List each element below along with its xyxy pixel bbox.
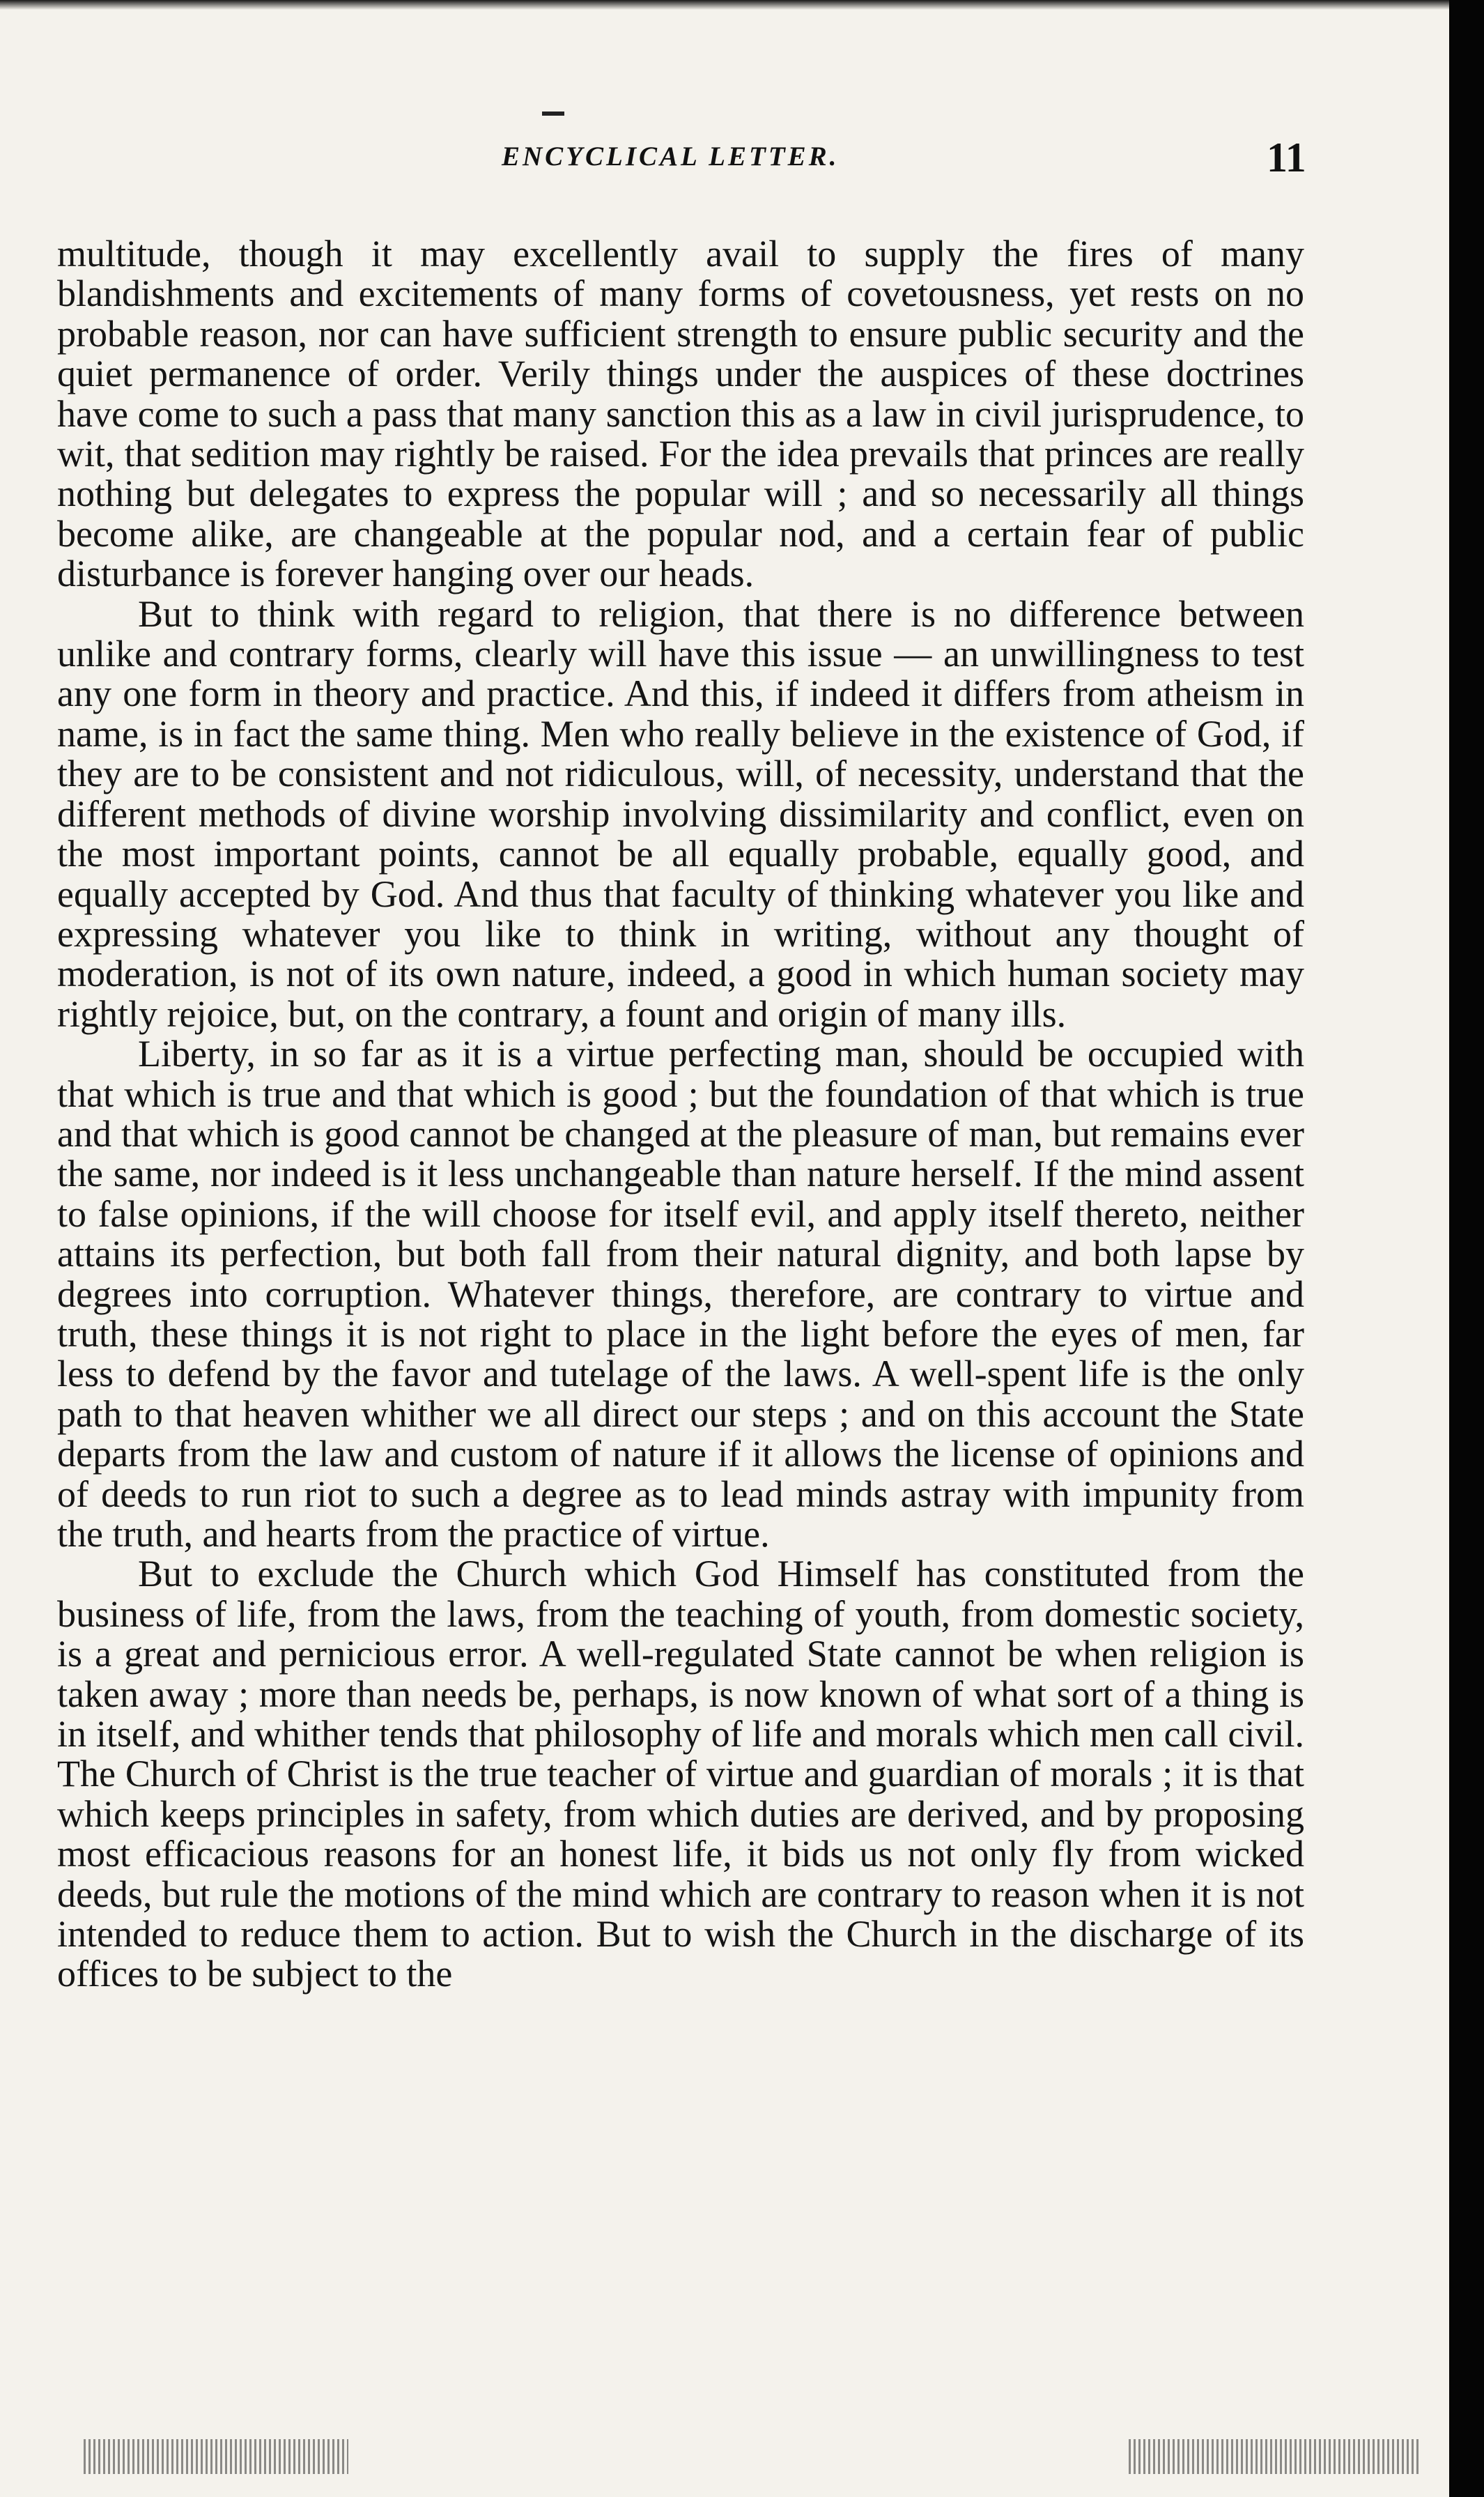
- scan-smudge-left: [84, 2439, 348, 2474]
- page-number: 11: [1267, 135, 1306, 180]
- scan-right-edge: [1449, 0, 1484, 2497]
- body-text: [57, 234, 1304, 1995]
- page-header: [0, 134, 1449, 197]
- printer-mark: [542, 112, 564, 116]
- running-head: ENCYCLICAL LETTER.: [502, 141, 840, 171]
- paragraph-3: Liberty, in so far as it is a virtue perfecting man, should be occupied with that which is true and that which is good ; but the foundation of that which is true and that which is good cannot be changed at the pleasure of man, but remains ever the same, nor indeed is it less unchangeable than nature herself. If the mind assent to false opinions, if the will choose for itself evil, and apply itself thereto, neither attains its perfection, but both fall from their natural dignity, and both lapse by degrees into corruption. Whatever things, therefore, are contrary to virtue and truth, these things it is not right to place in the light before the eyes of men, far less to defend by the favor and tutelage of the laws. A well-spent life is the only path to that heaven whither we all direct our steps ; and on this account the State departs from the law and custom of nature if it allows the license of opinions and of deeds to run riot to such a degree as to lead minds astray with impunity from the truth, and hearts from the practice of virtue.: [57, 1033, 1304, 1555]
- paragraph-2: But to think with regard to religion, that there is no difference between unlike and contrary forms, clearly will have this issue — an unwillingness to test any one form in theory and practice. And this, if indeed it differs from atheism in name, is in fact the same thing. Men who really believe in the existence of God, if they are to be consistent and not ridiculous, will, of necessity, understand that the different methods of divine worship involving dissimilarity and conflict, even on the most important points, cannot be all equally probable, equally good, and equally accepted by God. And thus that faculty of thinking whatever you like and expressing whatever you like to think in writing, without any thought of moderation, is not of its own nature, indeed, a good in which human society may rightly rejoice, but, on the contrary, a fount and origin of many ills.: [57, 592, 1304, 1035]
- paragraph-4: But to exclude the Church which God Himself has constituted from the business of life, from the laws, from the teaching of youth, from domestic society, is a great and pernicious error. A well-regulated State cannot be when religion is taken away ; more than needs be, perhaps, is now known of what sort of a thing is in itself, and whither tends that philosophy of life and morals which men call civil. The Church of Christ is the true teacher of virtue and guardian of morals ; it is that which keeps principles in safety, from which duties are derived, and by proposing most efficacious reasons for an honest life, it bids us not only fly from wicked deeds, but rule the motions of the mind which are contrary to reason when it is not intended to reduce them to action. But to wish the Church in the discharge of its offices to be subject to the: [57, 1553, 1304, 1995]
- scan-smudge-right: [1129, 2439, 1421, 2474]
- scan-top-edge: [0, 0, 1449, 10]
- paragraph-1: multitude, though it may excellently avail to supply the fires of many blandishments and excitements of many forms of covetousness, yet rests on no probable reason, nor can have sufficient strength to ensure public security and the quiet permanence of order. Verily things under the auspices of these doctrines have come to such a pass that many sanction this as a law in civil jurisprudence, to wit, that sedition may rightly be raised. For the idea prevails that princes are really nothing but delegates to express the popular will ; and so necessarily all things become alike, are changeable at the popular nod, and a certain fear of public disturbance is forever hanging over our heads.: [57, 233, 1304, 595]
